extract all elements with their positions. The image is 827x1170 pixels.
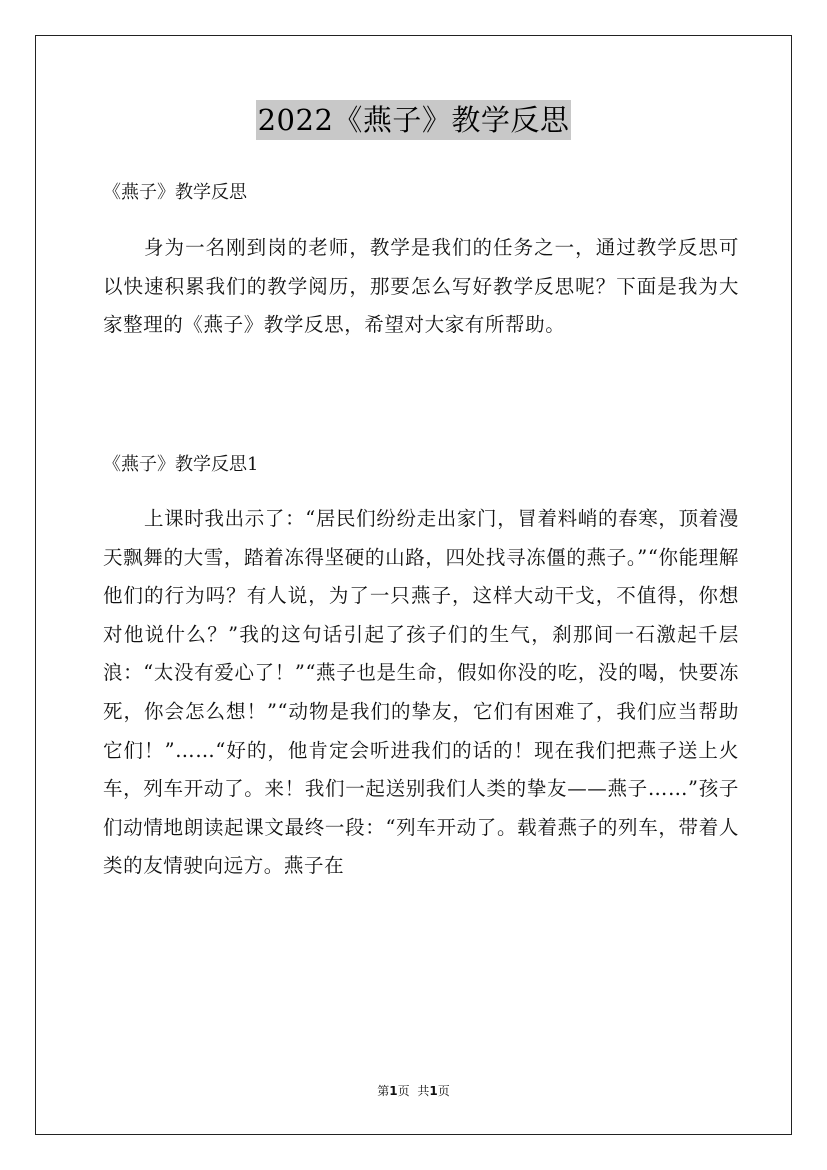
paragraph-1: 上课时我出示了：“居民们纷纷走出家门，冒着料峭的春寒，顶着漫天飘舞的大雪，踏着冻得坚硬的山路，四处找寻冻僵的燕子。”“你能理解他们的行为吗？有人说，为了一只燕子，这样大动干戈，不值得，你想对他说什么？”我的这句话引起了孩子们的生气，刹那间一石激起千层浪：“太没有爱心了！”“燕子也是生命，假如你没的吃，没的喝，快要冻死，你会怎么想！”“动物是我们的挚友，它们有困难了，我们应当帮助它们！”……“好的，他肯定会听进我们的话的！现在我们把燕子送上火车，列车开动了。来！我们一起送别我们人类的挚友——燕子……”孩子们动情地朗读起课文最终一段：“列车开动了。载着燕子的列车，带着人类的友情驶向远方。燕子在	[103, 507, 739, 878]
section-heading-intro: 《燕子》教学反思	[103, 182, 247, 203]
total-prefix: 共	[417, 1084, 430, 1098]
page-total: 1	[429, 1084, 438, 1098]
page-footer	[0, 1083, 827, 1099]
page-current: 1	[389, 1084, 398, 1098]
page-suffix: 页	[397, 1084, 410, 1098]
page-prefix: 第	[377, 1084, 390, 1098]
intro-paragraph: 身为一名刚到岗的老师，教学是我们的任务之一，通过教学反思可以快速积累我们的教学阅历，那要怎么写好教学反思呢？下面是我为大家整理的《燕子》教学反思，希望对大家有所帮助。	[103, 236, 739, 337]
document-title: 2022《燕子》教学反思	[256, 100, 572, 140]
title-container	[0, 100, 827, 140]
total-suffix: 页	[437, 1084, 450, 1098]
section-heading-1: 《燕子》教学反思1	[103, 454, 259, 475]
